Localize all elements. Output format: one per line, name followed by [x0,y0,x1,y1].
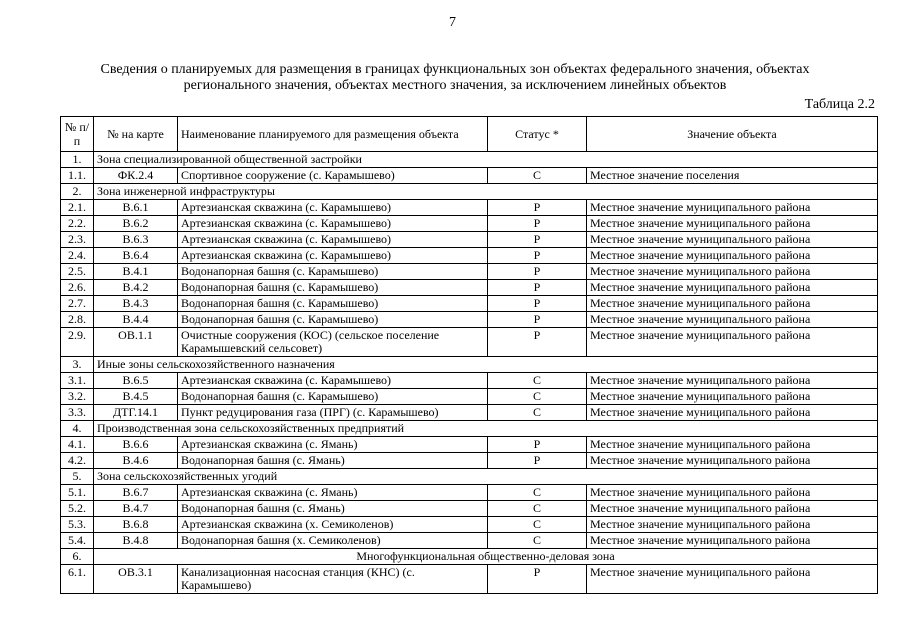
row-map-number: В.6.6 [94,437,178,453]
row-object-name: Артезианская скважина (с. Ямань) [178,437,488,453]
row-object-value: Местное значение муниципального района [587,216,878,232]
row-status: Р [488,296,587,312]
row-object-value: Местное значение муниципального района [587,328,878,357]
table-row [61,328,878,357]
row-status: С [488,517,587,533]
row-status: С [488,373,587,389]
section-row [61,469,878,485]
row-object-name: Очистные сооружения (КОС) (сельское поселение Карамышевский сельсовет) [178,328,488,357]
row-object-value: Местное значение муниципального района [587,453,878,469]
table-row [61,200,878,216]
row-object-name: Водонапорная башня (с. Карамышево) [178,264,488,280]
table-row [61,373,878,389]
row-object-name: Артезианская скважина (с. Карамышево) [178,232,488,248]
table-row [61,280,878,296]
header-status: Статус * [488,117,587,152]
row-object-name: Водонапорная башня (с. Карамышево) [178,389,488,405]
row-object-value: Местное значение муниципального района [587,312,878,328]
row-object-value: Местное значение муниципального района [587,200,878,216]
row-object-name: Артезианская скважина (х. Семиколенов) [178,517,488,533]
section-num: 4. [61,421,94,437]
table-row [61,264,878,280]
header-map-number: № на карте [94,117,178,152]
row-map-number: В.4.1 [94,264,178,280]
section-row [61,549,878,565]
row-num: 2.2. [61,216,94,232]
row-status: Р [488,280,587,296]
table-row [61,389,878,405]
row-object-value: Местное значение муниципального района [587,296,878,312]
table-header-row [61,117,878,152]
row-status: С [488,501,587,517]
row-num: 3.1. [61,373,94,389]
section-title: Зона сельскохозяйственных угодий [94,469,878,485]
row-object-value: Местное значение муниципального района [587,232,878,248]
row-status: Р [488,248,587,264]
row-status: Р [488,312,587,328]
row-object-value: Местное значение муниципального района [587,485,878,501]
row-object-value: Местное значение муниципального района [587,517,878,533]
header-object-value: Значение объекта [587,117,878,152]
section-row [61,421,878,437]
row-status: С [488,389,587,405]
section-title: Иные зоны сельскохозяйственного назначения [94,357,878,373]
row-status: С [488,533,587,549]
row-map-number: В.6.7 [94,485,178,501]
row-map-number: ОВ.3.1 [94,565,178,594]
table-row [61,232,878,248]
section-row [61,152,878,168]
row-num: 2.1. [61,200,94,216]
section-title: Зона специализированной общественной застройки [94,152,878,168]
section-title: Производственная зона сельскохозяйственных предприятий [94,421,878,437]
section-row [61,184,878,200]
row-num: 4.2. [61,453,94,469]
row-status: Р [488,216,587,232]
row-object-name: Канализационная насосная станция (КНС) (с. Карамышево) [178,565,488,594]
row-object-name: Водонапорная башня (с. Карамышево) [178,296,488,312]
row-status: Р [488,453,587,469]
table-row [61,453,878,469]
table-row [61,248,878,264]
page-number: 7 [449,15,456,30]
table-row [61,296,878,312]
row-status: Р [488,565,587,594]
row-num: 2.4. [61,248,94,264]
row-map-number: В.6.1 [94,200,178,216]
row-object-name: Водонапорная башня (с. Ямань) [178,501,488,517]
section-num: 1. [61,152,94,168]
row-map-number: В.6.5 [94,373,178,389]
row-num: 2.3. [61,232,94,248]
section-num: 3. [61,357,94,373]
row-num: 3.2. [61,389,94,405]
row-map-number: В.6.4 [94,248,178,264]
objects-table [60,116,878,594]
row-num: 5.3. [61,517,94,533]
row-map-number: ДТГ.14.1 [94,405,178,421]
row-num: 3.3. [61,405,94,421]
row-map-number: В.4.5 [94,389,178,405]
table-body [61,152,878,594]
row-map-number: В.4.6 [94,453,178,469]
row-map-number: В.4.3 [94,296,178,312]
row-num: 2.5. [61,264,94,280]
row-object-value: Местное значение муниципального района [587,501,878,517]
row-status: С [488,405,587,421]
section-title: Многофункциональная общественно-деловая зона [94,549,878,565]
row-map-number: ОВ.1.1 [94,328,178,357]
row-map-number: В.4.8 [94,533,178,549]
row-status: Р [488,200,587,216]
table-row [61,501,878,517]
row-num: 2.7. [61,296,94,312]
row-object-value: Местное значение муниципального района [587,248,878,264]
row-object-value: Местное значение муниципального района [587,437,878,453]
row-num: 4.1. [61,437,94,453]
table-row [61,405,878,421]
row-object-value: Местное значение поселения [587,168,878,184]
row-object-name: Водонапорная башня (с. Карамышево) [178,280,488,296]
row-object-name: Спортивное сооружение (с. Карамышево) [178,168,488,184]
header-num: № п/п [61,117,94,152]
row-map-number: В.6.2 [94,216,178,232]
row-map-number: В.4.7 [94,501,178,517]
row-object-name: Водонапорная башня (с. Ямань) [178,453,488,469]
section-num: 5. [61,469,94,485]
section-num: 2. [61,184,94,200]
document-title: Сведения о планируемых для размещения в границах функциональных зон объектах федерального значения, объектах регионального значения, объектах местного значения, за исключением линейных объектов [100,62,810,93]
row-num: 2.9. [61,328,94,357]
row-status: Р [488,232,587,248]
row-map-number: В.4.4 [94,312,178,328]
table-row [61,437,878,453]
table-caption: Таблица 2.2 [804,97,875,112]
table-row [61,517,878,533]
table-row [61,485,878,501]
row-num: 5.1. [61,485,94,501]
row-object-name: Артезианская скважина (с. Карамышево) [178,216,488,232]
row-status: С [488,168,587,184]
table-row [61,533,878,549]
row-status: С [488,485,587,501]
section-num: 6. [61,549,94,565]
row-map-number: В.6.3 [94,232,178,248]
row-object-value: Местное значение муниципального района [587,405,878,421]
section-title: Зона инженерной инфраструктуры [94,184,878,200]
row-map-number: ФК.2.4 [94,168,178,184]
section-row [61,357,878,373]
table-row [61,312,878,328]
row-object-name: Артезианская скважина (с. Ямань) [178,485,488,501]
row-object-value: Местное значение муниципального района [587,373,878,389]
row-object-value: Местное значение муниципального района [587,389,878,405]
row-object-name: Водонапорная башня (с. Карамышево) [178,312,488,328]
header-object-name: Наименование планируемого для размещения объекта [178,117,488,152]
row-object-name: Артезианская скважина (с. Карамышево) [178,248,488,264]
row-num: 6.1. [61,565,94,594]
row-object-value: Местное значение муниципального района [587,565,878,594]
row-num: 5.2. [61,501,94,517]
table-row [61,168,878,184]
row-object-value: Местное значение муниципального района [587,533,878,549]
row-object-name: Артезианская скважина (с. Карамышево) [178,200,488,216]
row-num: 1.1. [61,168,94,184]
row-map-number: В.4.2 [94,280,178,296]
row-object-name: Водонапорная башня (х. Семиколенов) [178,533,488,549]
row-object-name: Пункт редуцирования газа (ПРГ) (с. Карамышево) [178,405,488,421]
row-num: 2.6. [61,280,94,296]
row-object-value: Местное значение муниципального района [587,264,878,280]
row-object-name: Артезианская скважина (с. Карамышево) [178,373,488,389]
table-row [61,565,878,594]
row-status: Р [488,264,587,280]
row-map-number: В.6.8 [94,517,178,533]
row-status: Р [488,437,587,453]
row-object-value: Местное значение муниципального района [587,280,878,296]
table-row [61,216,878,232]
row-num: 5.4. [61,533,94,549]
row-num: 2.8. [61,312,94,328]
row-status: Р [488,328,587,357]
